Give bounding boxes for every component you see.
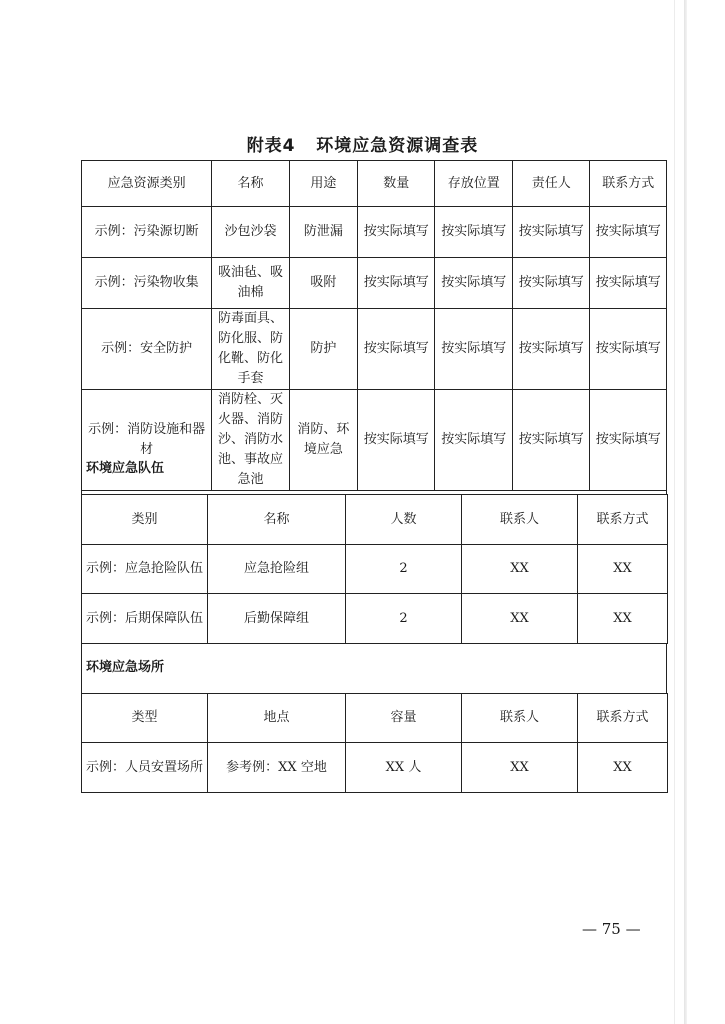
header-type: 类型 [82, 694, 208, 743]
header-contact-person: 联系人 [462, 694, 578, 743]
header-headcount: 人数 [346, 495, 462, 545]
table-row [82, 594, 668, 644]
resources-header-row [82, 161, 667, 207]
cell: 按实际填写 [590, 309, 667, 390]
cell: 按实际填写 [590, 390, 667, 491]
cell: 按实际填写 [357, 309, 435, 390]
cell: 示例：消防设施和器材 [82, 390, 212, 491]
cell: XX [462, 743, 578, 793]
sites-table [81, 693, 668, 793]
header-contact-person: 联系人 [462, 495, 578, 545]
header-category: 类别 [82, 495, 208, 545]
header-name: 名称 [208, 495, 346, 545]
cell: 2 [346, 545, 462, 594]
header-contact: 联系方式 [578, 495, 668, 545]
header-contact: 联系方式 [590, 161, 667, 207]
header-name: 名称 [212, 161, 290, 207]
cell: 应急抢险组 [208, 545, 346, 594]
cell: 按实际填写 [512, 309, 590, 390]
cell: XX [578, 743, 668, 793]
table-row [82, 207, 667, 258]
team-table [81, 494, 668, 644]
cell: 示例：污染源切断 [82, 207, 212, 258]
cell: 示例：人员安置场所 [82, 743, 208, 793]
cell: 防护 [289, 309, 357, 390]
cell: 按实际填写 [435, 207, 513, 258]
cell: 按实际填写 [435, 258, 513, 309]
team-header-row [82, 495, 668, 545]
cell: 示例：污染物收集 [82, 258, 212, 309]
cell: 防毒面具、防化服、防化靴、防化手套 [212, 309, 290, 390]
header-location: 存放位置 [435, 161, 513, 207]
cell: 示例：应急抢险队伍 [82, 545, 208, 594]
cell: 按实际填写 [357, 390, 435, 491]
cell: 按实际填写 [357, 258, 435, 309]
title-label: 附表4 [246, 136, 296, 156]
table-row [82, 309, 667, 390]
section-title-sites: 环境应急场所 [81, 643, 667, 693]
cell: 按实际填写 [590, 258, 667, 309]
cell: 沙包沙袋 [212, 207, 290, 258]
header-quantity: 数量 [357, 161, 435, 207]
cell: 消防栓、灭火器、消防沙、消防水池、事故应急池 [212, 390, 290, 491]
cell: 吸附 [289, 258, 357, 309]
cell: 按实际填写 [590, 207, 667, 258]
cell: XX [462, 594, 578, 644]
cell: XX [578, 545, 668, 594]
header-category: 应急资源类别 [82, 161, 212, 207]
page-number: — 75 — [582, 920, 641, 938]
cell: 按实际填写 [435, 309, 513, 390]
header-capacity: 容量 [346, 694, 462, 743]
header-owner: 责任人 [512, 161, 590, 207]
cell: 按实际填写 [512, 207, 590, 258]
sites-header-row [82, 694, 668, 743]
cell: 按实际填写 [512, 258, 590, 309]
cell: 吸油毡、吸油棉 [212, 258, 290, 309]
section-title-team: 环境应急队伍 [81, 444, 667, 494]
header-contact: 联系方式 [578, 694, 668, 743]
cell: 按实际填写 [512, 390, 590, 491]
cell: XX 人 [346, 743, 462, 793]
table-row [82, 545, 668, 594]
cell: 参考例：XX 空地 [208, 743, 346, 793]
cell: 示例：后期保障队伍 [82, 594, 208, 644]
cell: 消防、环境应急 [289, 390, 357, 491]
title-text: 环境应急资源调查表 [316, 136, 479, 156]
resources-table [81, 160, 667, 491]
cell: XX [578, 594, 668, 644]
cell: 后勤保障组 [208, 594, 346, 644]
table-row [82, 743, 668, 793]
page-title [0, 131, 725, 156]
cell: 按实际填写 [435, 390, 513, 491]
header-place: 地点 [208, 694, 346, 743]
header-usage: 用途 [289, 161, 357, 207]
table-row [82, 258, 667, 309]
cell: 示例：安全防护 [82, 309, 212, 390]
cell: 防泄漏 [289, 207, 357, 258]
cell: 2 [346, 594, 462, 644]
cell: XX [462, 545, 578, 594]
cell: 按实际填写 [357, 207, 435, 258]
